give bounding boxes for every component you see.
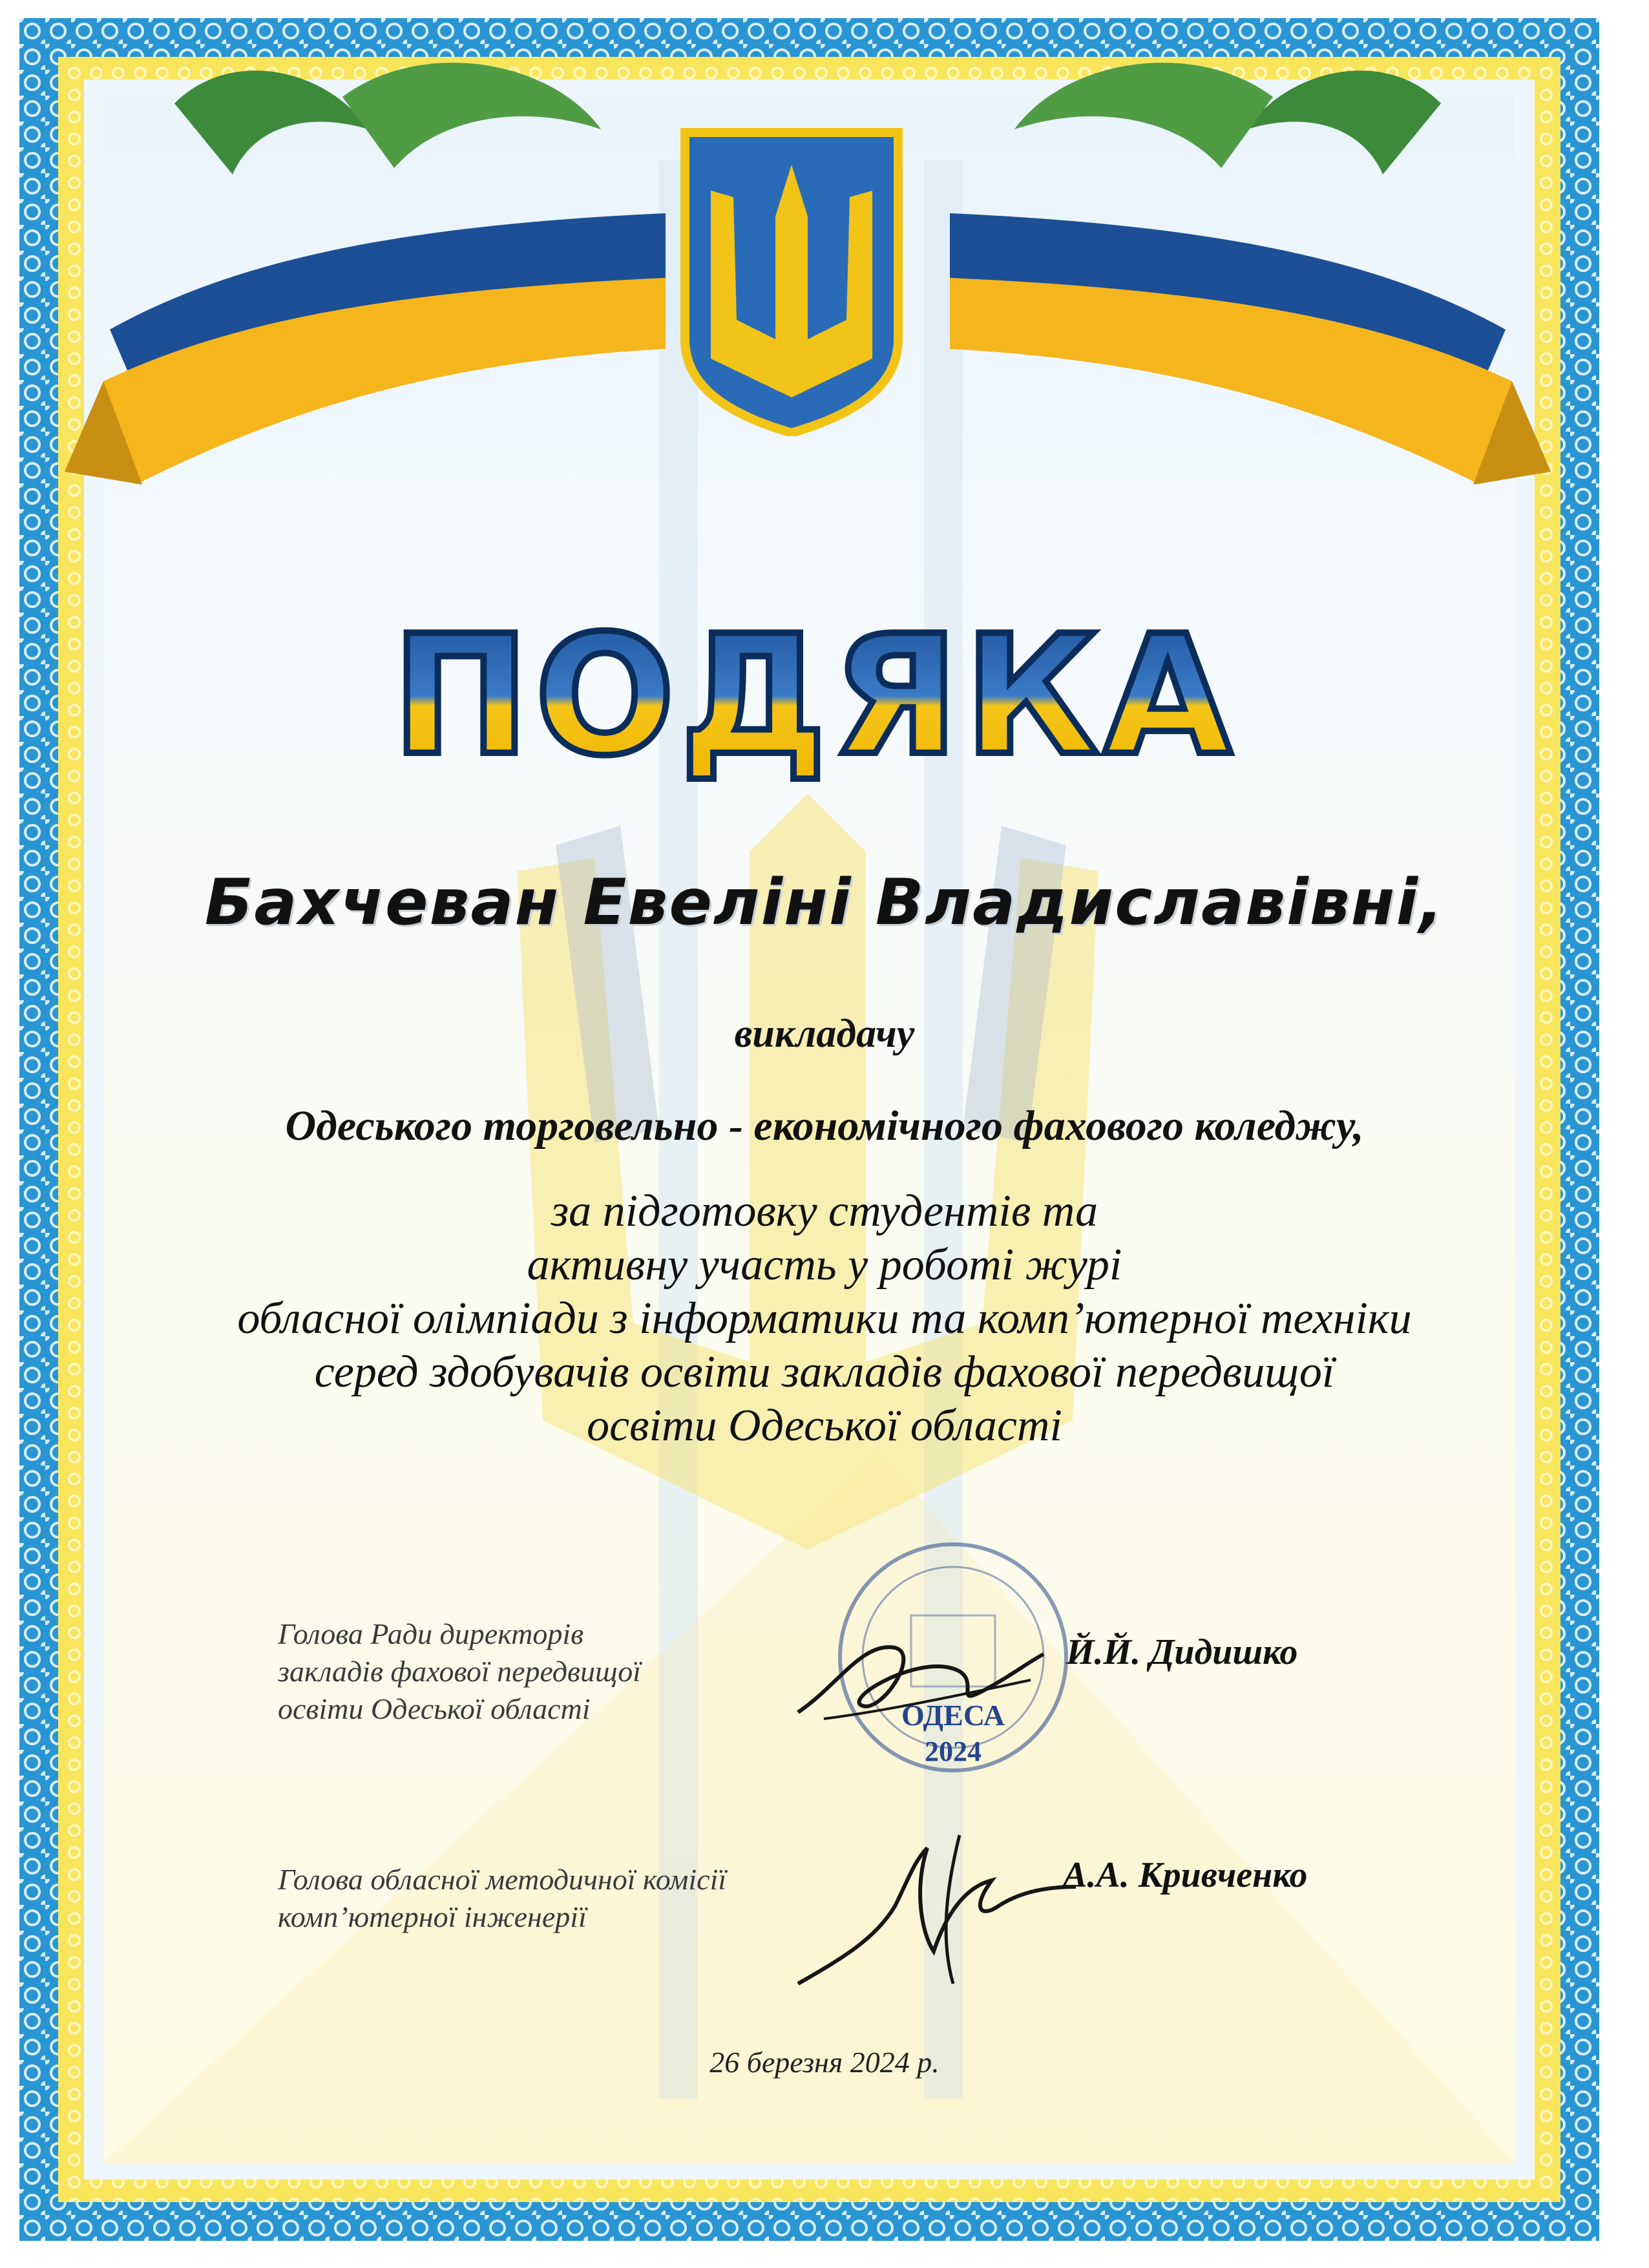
reason-line: серед здобувачів освіти закладів фахової передвищої — [314, 1347, 1335, 1397]
signature — [785, 1615, 1056, 1745]
signatory-title-line: Голова обласної методичної комісії — [278, 1863, 727, 1896]
reason-line: за підготовку студентів та — [551, 1186, 1098, 1236]
recipient-name: Бахчеван Евеліні Владиславівні, — [204, 866, 1445, 940]
title-text: ПОДЯКА — [392, 600, 1237, 792]
stamp-year: 2024 — [925, 1736, 982, 1767]
reason-line: освіти Одеської області — [587, 1401, 1062, 1451]
signatory-title-line: Голова Ради директорів — [278, 1617, 584, 1650]
stamp-city: ОДЕСА — [901, 1699, 1005, 1732]
reason-line: активну участь у роботі журі — [527, 1240, 1122, 1290]
reason-line: обласної олімпіади з інформатики та комп’ютерної техніки — [237, 1294, 1412, 1343]
signatory-title-line: комп’ютерної інженерії — [278, 1900, 587, 1933]
signatory-1-title — [278, 1615, 808, 1728]
signatory-1-name: Й.Й. Дидишко — [1066, 1632, 1298, 1672]
signatory-title-line: освіти Одеської області — [278, 1692, 591, 1725]
recipient-position: викладачу — [734, 1012, 915, 1056]
issue-date: 26 березня 2024 р. — [709, 2046, 940, 2079]
coat-of-arms-icon — [678, 126, 905, 436]
page-title — [362, 591, 1266, 798]
signatory-2-title — [278, 1861, 808, 1936]
signatory-2-name: А.А. Кривченко — [1063, 1855, 1308, 1895]
signature — [785, 1809, 1082, 2003]
signatory-title-line: закладів фахової передвищої — [278, 1655, 642, 1688]
recipient-institution: Одеського торговельно - економічного фахового коледжу, — [285, 1102, 1364, 1150]
